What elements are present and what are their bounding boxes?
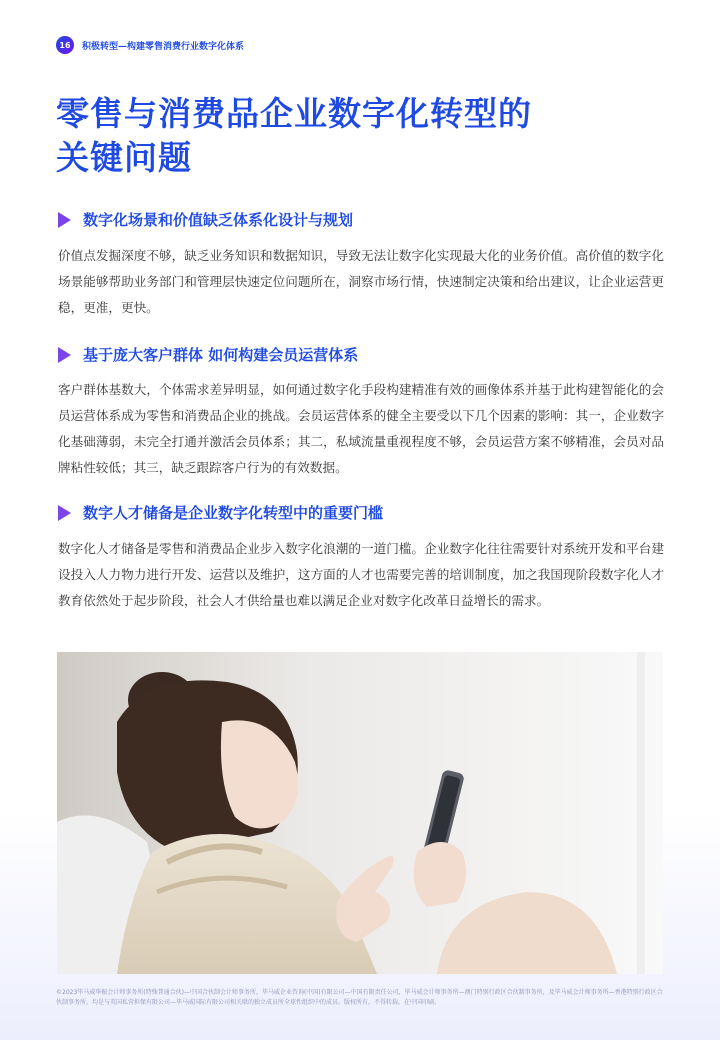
page-header [56,36,244,54]
triangle-bullet-icon [58,505,71,521]
section-paragraph-2: 客户群体基数大，个体需求差异明显，如何通过数字化手段构建精准有效的画像体系并基于此构建智能化的会员运营体系成为零售和消费品企业的挑战。会员运营体系的健全主要受以下几个因素的影响：其一，企业数字化基础薄弱，未完全打通并激活会员体系；其二，私域流量重视程度不够，会员运营方案不够精准，会员对品牌粘性较低；其三，缺乏跟踪客户行为的有效数据。 [58,382,664,475]
copyright-footer: ©2023毕马威华振会计师事务所(特殊普通合伙)—中国合伙制会计师事务所，毕马威企业咨询(中国)有限公司—中国有限责任公司，毕马威会计师事务所—澳门特别行政区合伙制事务所，及毕马威会计师事务所—香港特别行政区合伙制事务所，均是与英国私营担保有限公司—毕马威国际有限公司相关联的独立成员所全球性组织中的成员。版权所有，不得转载。在中国印刷。 [56,989,663,1006]
page-title-line1: 零售与消费品企业数字化转型的 [56,94,532,133]
page-title [56,92,676,180]
photo-illustration [57,652,663,974]
section-paragraph-1: 价值点发掘深度不够，缺乏业务知识和数据知识，导致无法让数字化实现最大化的业务价值。高价值的数字化场景能够帮助业务部门和管理层快速定位问题所在，洞察市场行情，快速制定决策和给出建议，让企业运营更稳，更准，更快。 [58,248,664,315]
page-title-line2: 关键问题 [56,138,192,177]
running-title: 积极转型—构建零售消费行业数字化体系 [82,41,245,52]
section-paragraph-3: 数字化人才储备是零售和消费品企业步入数字化浪潮的一道门槛。企业数字化往往需要针对系统开发和平台建设投入人力物力进行开发、运营以及维护，这方面的人才也需要完善的培训制度，加之我国现阶段数字化人才教育依然处于起步阶段，社会人才供给量也难以满足企业对数字化改革日益增长的需求。 [58,541,664,608]
section-heading-2 [58,344,358,365]
section-title: 数字化场景和价值缺乏体系化设计与规划 [83,211,354,229]
section-heading-3 [58,502,383,523]
section-title: 数字人才储备是企业数字化转型中的重要门槛 [83,504,384,522]
triangle-bullet-icon [58,347,71,363]
woman-with-phone-photo [57,652,663,974]
page-number-badge: 16 [56,36,74,54]
section-title: 基于庞大客户群体 如何构建会员运营体系 [83,346,359,364]
section-heading-1 [58,209,353,230]
triangle-bullet-icon [58,212,71,228]
